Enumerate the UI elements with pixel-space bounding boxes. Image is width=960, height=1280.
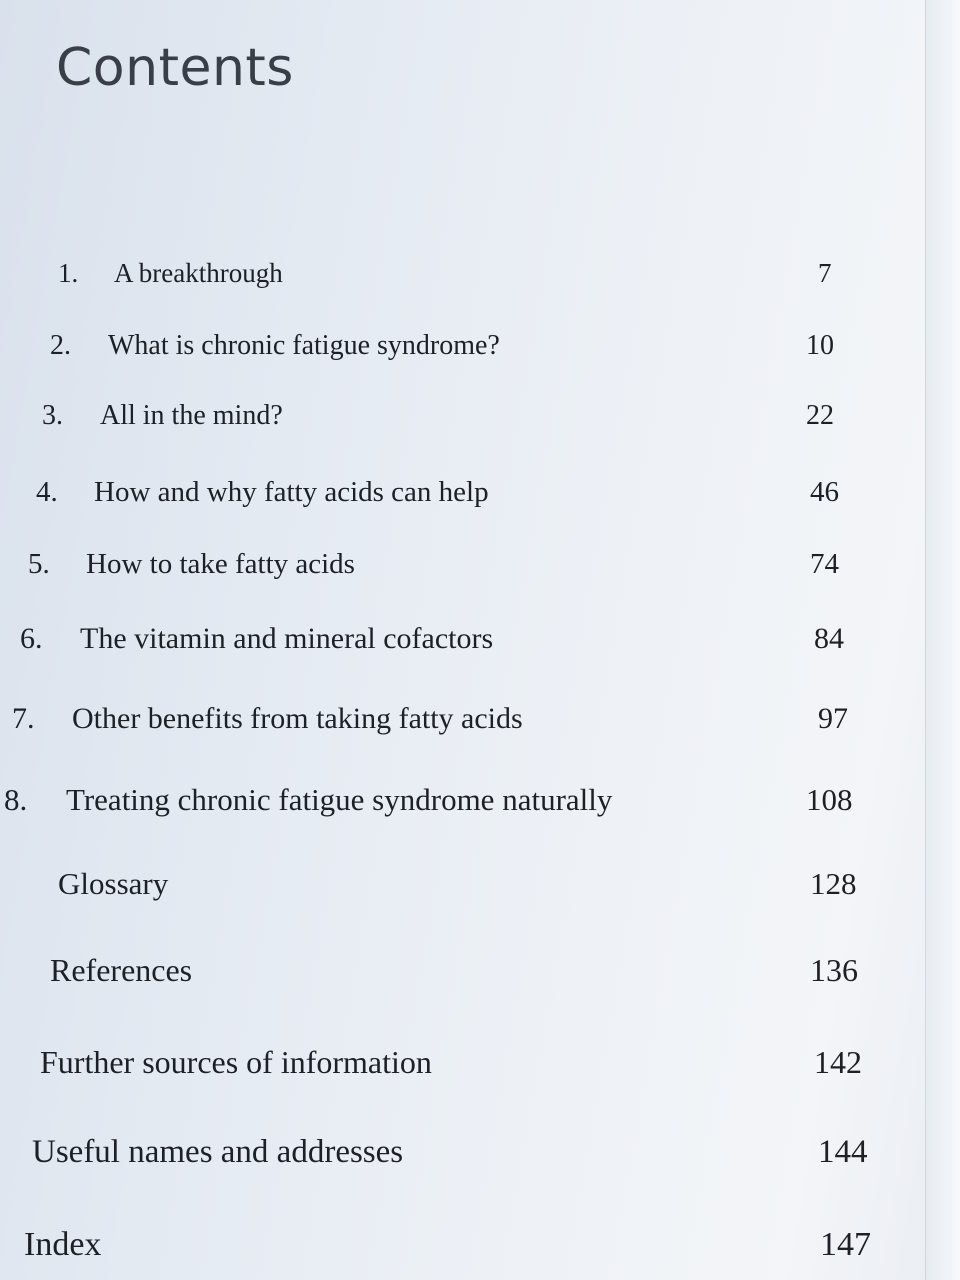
page-number: 136	[810, 952, 858, 988]
toc-entry[interactable]	[20, 622, 920, 672]
page-number: 46	[810, 476, 839, 508]
chapter-title: Useful names and addresses	[32, 1134, 404, 1170]
toc-entry[interactable]	[50, 952, 920, 1002]
chapter-title: Glossary	[58, 866, 169, 901]
toc-entry[interactable]	[42, 400, 920, 450]
chapter-number: 6.	[20, 622, 43, 655]
chapter-title: References	[50, 952, 193, 988]
toc-entry[interactable]	[28, 548, 920, 598]
page-number: 84	[814, 622, 844, 655]
page-number: 142	[814, 1044, 862, 1080]
chapter-title: All in the mind?	[100, 400, 283, 431]
page-number: 22	[806, 400, 834, 431]
chapter-number: 4.	[36, 476, 58, 508]
toc-entry[interactable]	[40, 1044, 920, 1094]
toc-entry[interactable]	[58, 258, 920, 308]
toc-entry[interactable]	[32, 1134, 920, 1184]
toc-entry[interactable]	[4, 782, 920, 832]
chapter-title: How to take fatty acids	[86, 548, 355, 580]
chapter-title: What is chronic fatigue syndrome?	[108, 330, 500, 361]
chapter-number: 7.	[12, 702, 35, 735]
page-number: 147	[820, 1226, 871, 1263]
page-number: 108	[806, 782, 853, 817]
chapter-title: Other benefits from taking fatty acids	[72, 702, 523, 735]
page-number: 10	[806, 330, 834, 361]
chapter-number: 2.	[50, 330, 71, 361]
chapter-number: 5.	[28, 548, 50, 580]
chapter-title: A breakthrough	[114, 258, 283, 288]
toc-entry[interactable]	[36, 476, 920, 526]
chapter-number: 8.	[4, 782, 28, 817]
page-number: 7	[818, 258, 832, 288]
page-number: 97	[818, 702, 848, 735]
chapter-number: 1.	[58, 258, 79, 288]
page-title: Contents	[56, 38, 294, 98]
chapter-title: The vitamin and mineral cofactors	[80, 622, 494, 655]
toc-entry[interactable]	[12, 702, 920, 752]
page-number: 74	[810, 548, 839, 580]
page-number: 144	[818, 1134, 868, 1170]
chapter-title: How and why fatty acids can help	[94, 476, 489, 508]
chapter-title: Index	[24, 1226, 102, 1263]
toc-entry[interactable]	[58, 866, 920, 916]
toc-entry[interactable]	[50, 330, 920, 380]
chapter-title: Treating chronic fatigue syndrome naturally	[66, 782, 613, 817]
toc-entry[interactable]	[24, 1226, 920, 1276]
chapter-title: Further sources of information	[40, 1044, 432, 1080]
chapter-number: 3.	[42, 400, 63, 431]
page-number: 128	[810, 866, 857, 901]
